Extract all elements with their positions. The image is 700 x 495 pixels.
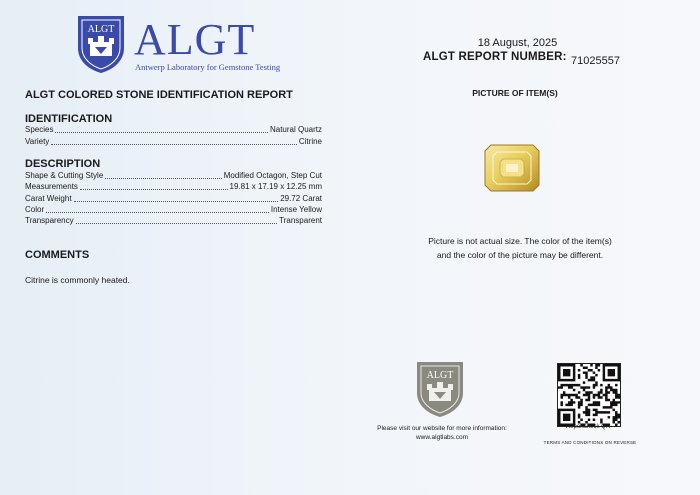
disclaimer-line-1: Picture is not actual size. The color of the item(s) [428,236,612,246]
reportcheck-qr-code[interactable] [557,363,621,427]
dot-leader [105,178,221,179]
qr-label: Reportcheck QR [565,424,611,430]
logo-wordmark: ALGT [134,15,256,64]
report-title: ALGT COLORED STONE IDENTIFICATION REPORT [25,89,293,101]
row-variety [25,136,322,147]
row-value: Modified Octagon, Step Cut [223,171,322,180]
dot-leader [76,223,278,224]
row-value: Natural Quartz [269,125,322,134]
gemstone-image [484,144,540,192]
dot-leader [46,212,269,213]
comments-heading: COMMENTS [25,249,90,261]
row-value: Transparent [279,216,322,225]
report-date: 18 August, 2025 [477,37,558,49]
row-shape [25,170,322,181]
dot-leader [80,189,228,190]
identification-heading: IDENTIFICATION [25,113,113,125]
row-species [25,124,322,135]
qr-modules [558,364,620,426]
dot-leader [74,201,279,202]
visit-text: Please visit our website for more information: [377,425,507,432]
website-info [362,424,522,442]
row-value: Citrine [298,137,322,146]
algt-logo [76,14,296,76]
hologram-seal-icon [415,360,465,418]
comment-text: Citrine is commonly heated. [25,275,130,285]
terms-notice: TERMS AND CONDITIONS ON REVERSE [543,440,637,445]
row-value: 19.81 x 17.19 x 12.25 mm [229,182,322,191]
row-measurements [25,181,322,192]
picture-disclaimer [400,234,640,262]
report-number: 71025557 [571,55,620,67]
picture-title: PICTURE OF ITEM(S) [472,88,558,98]
website-link[interactable]: www.algtlabs.com [415,434,469,441]
seal-text: ALGT [426,370,454,381]
report-number-label: ALGT REPORT NUMBER: [423,51,567,63]
row-label: Measurements [25,182,78,191]
row-color [25,204,322,215]
row-label: Transparency [25,216,74,225]
row-label: Species [25,125,54,134]
row-label: Color [25,205,45,214]
row-transparency [25,215,322,226]
description-heading: DESCRIPTION [25,158,101,170]
disclaimer-line-2: and the color of the picture may be different. [436,250,604,260]
row-label: Shape & Cutting Style [25,171,104,180]
dot-leader [55,132,268,133]
row-carat-weight [25,193,322,204]
dot-leader [51,144,297,145]
shield-icon [76,14,126,74]
row-value: 29.72 Carat [280,194,322,203]
logo-subtitle: Antwerp Laboratory for Gemstone Testing [135,62,281,72]
row-label: Variety [25,137,50,146]
row-value: Intense Yellow [270,205,322,214]
shield-text: ALGT [87,24,115,35]
row-label: Carat Weight [25,194,72,203]
